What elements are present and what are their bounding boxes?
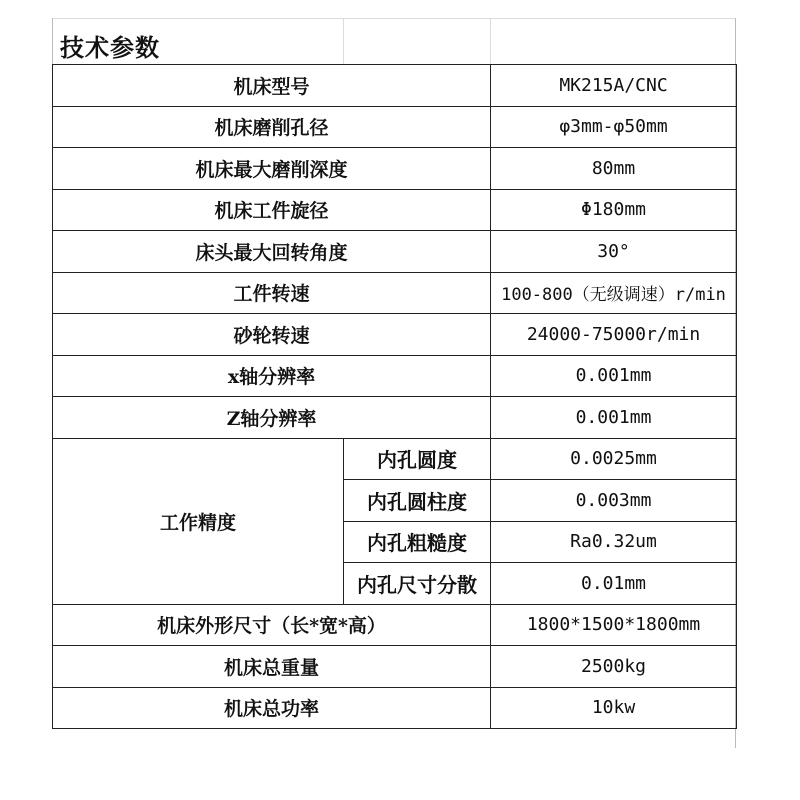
sheet-gridline: [490, 18, 491, 64]
row-value[interactable]: 10kw: [491, 687, 737, 729]
row-value[interactable]: Φ180mm: [491, 189, 737, 231]
precision-item-label[interactable]: 内孔尺寸分散: [344, 563, 491, 605]
table-row: [53, 687, 737, 729]
sheet-gridline: [343, 18, 344, 64]
table-row: [53, 355, 737, 397]
table-row: [53, 438, 737, 480]
precision-item-value[interactable]: 0.01mm: [491, 563, 737, 605]
table-row: [53, 314, 737, 356]
precision-item-value[interactable]: Ra0.32um: [491, 521, 737, 563]
row-value[interactable]: 80mm: [491, 148, 737, 190]
page-title: 技术参数: [60, 34, 160, 62]
row-value[interactable]: 24000-75000r/min: [491, 314, 737, 356]
table-row: [53, 604, 737, 646]
precision-group-label[interactable]: 工作精度: [53, 438, 344, 604]
row-label[interactable]: 床头最大回转角度: [53, 231, 491, 273]
row-value[interactable]: 100-800（无级调速）r/min: [491, 272, 737, 314]
table-row: [53, 189, 737, 231]
spec-table: [52, 64, 737, 729]
row-label[interactable]: Z轴分辨率: [53, 397, 491, 439]
row-label[interactable]: 机床最大磨削深度: [53, 148, 491, 190]
row-label[interactable]: 机床外形尺寸（长*宽*高）: [53, 604, 491, 646]
row-value[interactable]: 1800*1500*1800mm: [491, 604, 737, 646]
row-label[interactable]: x轴分辨率: [53, 355, 491, 397]
row-label[interactable]: 机床总重量: [53, 646, 491, 688]
table-row: [53, 646, 737, 688]
row-label[interactable]: 工件转速: [53, 272, 491, 314]
table-row: [53, 397, 737, 439]
precision-item-label[interactable]: 内孔粗糙度: [344, 521, 491, 563]
table-row: [53, 65, 737, 107]
row-value[interactable]: 0.001mm: [491, 355, 737, 397]
row-value[interactable]: φ3mm-φ50mm: [491, 106, 737, 148]
precision-item-label[interactable]: 内孔圆柱度: [344, 480, 491, 522]
row-label[interactable]: 机床总功率: [53, 687, 491, 729]
sheet-gridline: [52, 18, 736, 19]
row-label[interactable]: 机床型号: [53, 65, 491, 107]
row-value[interactable]: 30°: [491, 231, 737, 273]
sheet-gridline: [52, 18, 53, 64]
row-value[interactable]: 2500kg: [491, 646, 737, 688]
row-label[interactable]: 砂轮转速: [53, 314, 491, 356]
row-value[interactable]: 0.001mm: [491, 397, 737, 439]
table-row: [53, 231, 737, 273]
row-label[interactable]: 机床磨削孔径: [53, 106, 491, 148]
table-row: [53, 148, 737, 190]
table-row: [53, 106, 737, 148]
precision-item-value[interactable]: 0.003mm: [491, 480, 737, 522]
table-row: [53, 272, 737, 314]
precision-item-label[interactable]: 内孔圆度: [344, 438, 491, 480]
row-value[interactable]: MK215A/CNC: [491, 65, 737, 107]
precision-item-value[interactable]: 0.0025mm: [491, 438, 737, 480]
row-label[interactable]: 机床工件旋径: [53, 189, 491, 231]
